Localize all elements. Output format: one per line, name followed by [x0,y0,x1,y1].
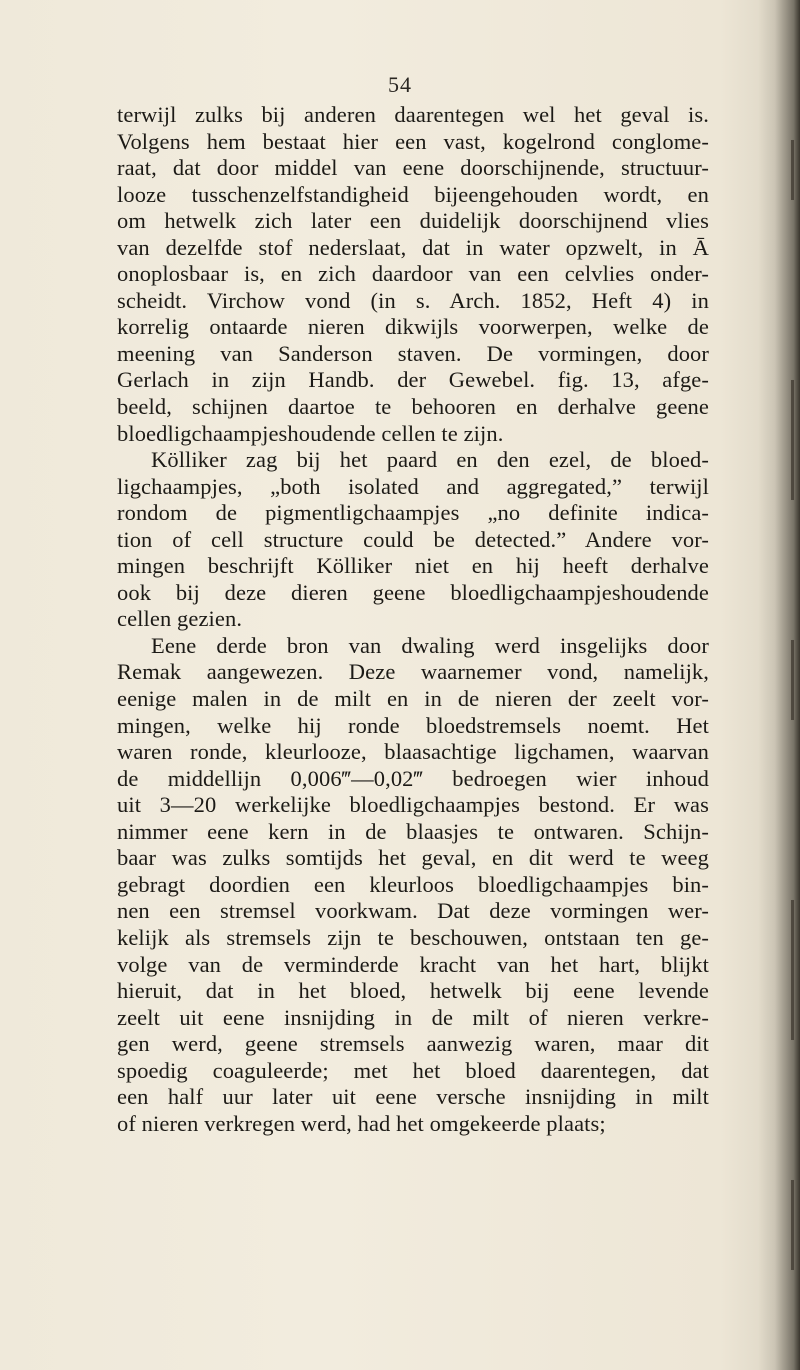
body-text [117,102,709,1137]
text-line: scheidt. Virchow vond (in s. Arch. 1852, Heft 4) in [117,287,709,313]
text-line: Remak aangewezen. Deze waarnemer vond, namelijk, [117,659,709,685]
text-line: Volgens hem bestaat hier een vast, kogelrond conglome- [117,128,709,154]
text-line: om hetwelk zich later een duidelijk doorschijnend vlies [117,208,709,234]
edge-mark [791,640,794,720]
text-line: meening van Sanderson staven. De vormingen, door [117,340,709,366]
text-line: Gerlach in zijn Handb. der Gewebel. fig. 13, afge- [117,367,709,393]
text-line: ligchaampjes, „both isolated and aggregated,” terwijl [117,473,709,499]
text-line: cellen gezien. [117,606,243,632]
edge-mark [791,900,794,1040]
text-line: looze tusschenzelfstandigheid bijeengehouden wordt, en [117,181,709,207]
text-line: terwijl zulks bij anderen daarentegen wel het geval is. [117,102,709,127]
text-line: Eene derde bron van dwaling werd insgelijks door [151,632,709,658]
edge-mark [791,380,794,500]
text-line: gen werd, geene stremsels aanwezig waren, maar dit [117,1031,709,1057]
edge-mark [791,1180,794,1270]
text-line: gebragt doordien een kleurloos bloedligchaampjes bin- [117,871,709,897]
text-line: van dezelfde stof nederslaat, dat in water opzwelt, in Ā [117,234,709,260]
text-line: mingen, welke hij ronde bloedstremsels noemt. Het [117,712,709,738]
text-line: of nieren verkregen werd, had het omgekeerde plaats; [117,1110,606,1136]
text-line: eenige malen in de milt en in de nieren der zeelt vor- [117,686,709,712]
text-line: volge van de verminderde kracht van het hart, blijkt [117,951,709,977]
page-number: 54 [388,72,412,97]
text-line: korrelig ontaarde nieren dikwijls voorwerpen, welke de [117,314,709,340]
text-line: mingen beschrijft Kölliker niet en hij heeft derhalve [117,553,709,579]
text-line: spoedig coaguleerde; met het bloed daarentegen, dat [117,1057,709,1083]
text-line: tion of cell structure could be detected.” Andere vor- [117,526,709,552]
text-line: nimmer eene kern in de blaasjes te ontwaren. Schijn- [117,818,709,844]
text-line: beeld, schijnen daartoe te behooren en derhalve geene [117,394,709,420]
text-line: ook bij deze dieren geene bloedligchaampjeshoudende [117,579,709,605]
text-line: Kölliker zag bij het paard en den ezel, de bloed- [151,447,709,473]
text-line: kelijk als stremsels zijn te beschouwen, ontstaan ten ge- [117,924,709,950]
text-line: baar was zulks somtijds het geval, en dit werd te weeg [117,845,709,871]
text-line: hieruit, dat in het bloed, hetwelk bij eene levende [117,978,709,1004]
text-line: bloedligchaampjeshoudende cellen te zijn. [117,420,504,446]
text-line: de middellijn 0,006‴—0,02‴ bedroegen wier inhoud [117,765,709,791]
edge-mark [791,140,794,200]
book-spine-edge [758,0,800,1370]
text-line: uit 3—20 werkelijke bloedligchaampjes bestond. Er was [117,792,709,818]
text-line: onoplosbaar is, en zich daardoor van een celvlies onder- [117,261,709,287]
text-line: zeelt uit eene insnijding in de milt of nieren verkre- [117,1004,709,1030]
text-line: raat, dat door middel van eene doorschijnende, structuur- [117,155,709,181]
text-line: waren ronde, kleurlooze, blaasachtige ligchamen, waarvan [117,739,709,765]
text-line: rondom de pigmentligchaampjes „no definite indica- [117,500,709,526]
text-line: nen een stremsel voorkwam. Dat deze vormingen wer- [117,898,709,924]
text-line: een half uur later uit eene versche insnijding in milt [117,1084,709,1110]
